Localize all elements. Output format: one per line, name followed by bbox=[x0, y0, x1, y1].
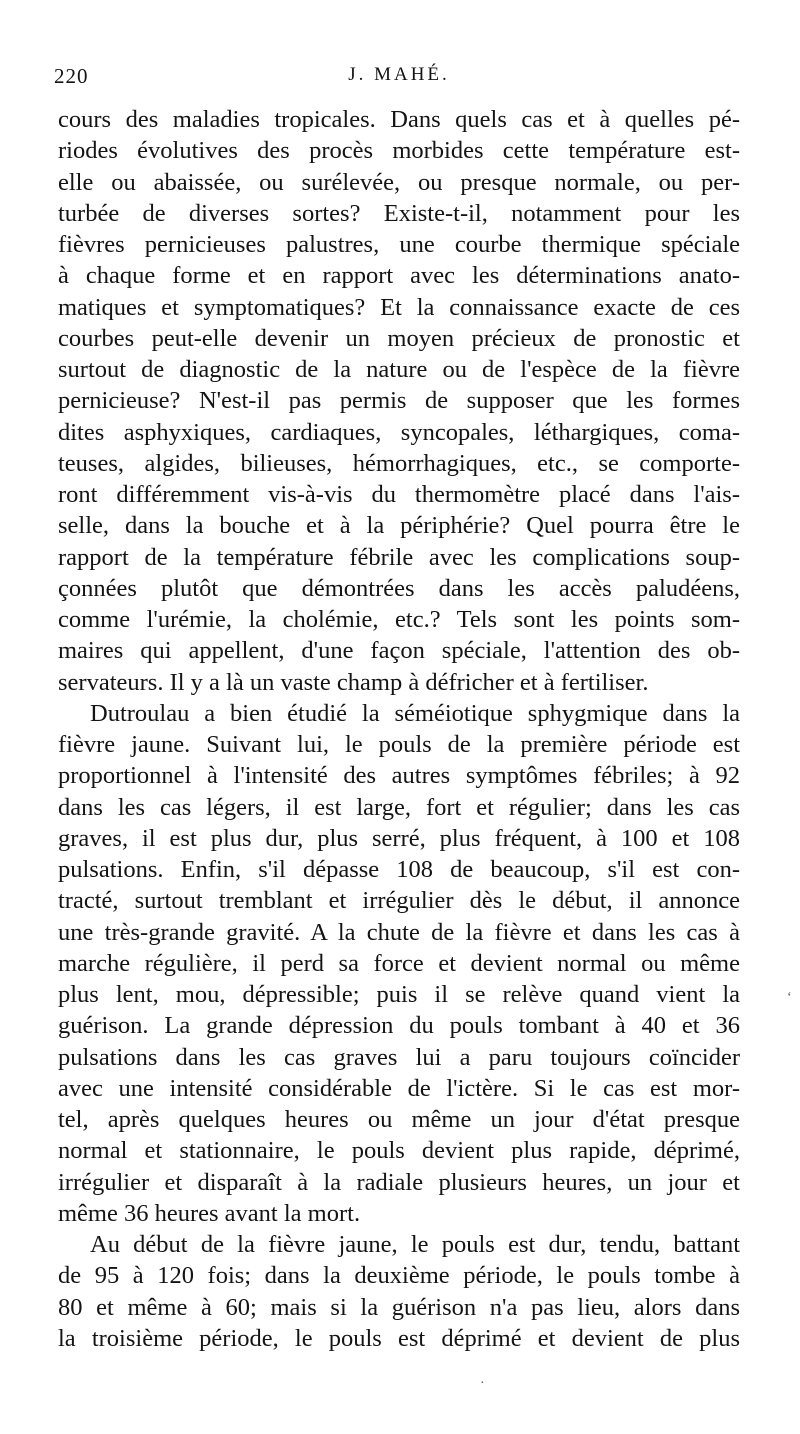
text-line: elle ou abaissée, ou surélevée, ou presque normale, ou per- bbox=[58, 168, 740, 196]
text-line: même 36 heures avant la mort. bbox=[58, 1199, 361, 1227]
text-line: proportionnel à l'intensité des autres symptômes fébriles; à 92 bbox=[58, 762, 740, 790]
running-head: J. MAHÉ. bbox=[348, 64, 450, 85]
text-line: dans les cas légers, il est large, fort et régulier; dans les cas bbox=[58, 793, 740, 821]
text-line: fièvres pernicieuses palustres, une courbe thermique spéciale bbox=[58, 231, 740, 258]
text-line: avec une intensité considérable de l'ictère. Si le cas est mor- bbox=[58, 1074, 740, 1102]
text-line: plus lent, mou, dépressible; puis il se relève quand vient la bbox=[58, 981, 740, 1008]
text-line: servateurs. Il y a là un vaste champ à défricher et à fertiliser. bbox=[58, 668, 649, 696]
text-line: comme l'urémie, la cholémie, etc.? Tels sont les points som- bbox=[58, 606, 740, 633]
text-line: 80 et même à 60; mais si la guérison n'a pas lieu, alors dans bbox=[58, 1293, 740, 1321]
text-line: Au début de la fièvre jaune, le pouls est dur, tendu, battant bbox=[90, 1231, 740, 1258]
text-line: rapport de la température fébrile avec les complications soup- bbox=[58, 543, 740, 571]
text-line: irrégulier et disparaît à la radiale plusieurs heures, un jour et bbox=[58, 1168, 740, 1196]
page-number: 220 bbox=[54, 64, 89, 88]
text-line: ront différemment vis-à-vis du thermomètre placé dans l'ais- bbox=[58, 481, 740, 508]
text-line: normal et stationnaire, le pouls devient plus rapide, déprimé, bbox=[58, 1137, 740, 1165]
text-line: turbée de diverses sortes? Existe-t-il, notamment pour les bbox=[58, 199, 740, 227]
text-line: selle, dans la bouche et à la périphérie? Quel pourra être le bbox=[58, 512, 740, 540]
text-line: courbes peut-elle devenir un moyen précieux de pronostic et bbox=[58, 324, 740, 352]
text-line: Dutroulau a bien étudié la séméiotique sphygmique dans la bbox=[90, 699, 740, 727]
text-line: à chaque forme et en rapport avec les déterminations anato- bbox=[58, 262, 740, 290]
text-line: de 95 à 120 fois; dans la deuxième période, le pouls tombe à bbox=[58, 1262, 740, 1290]
text-line: guérison. La grande dépression du pouls tombant à 40 et 36 bbox=[58, 1012, 740, 1040]
text-line: marche régulière, il perd sa force et devient normal ou même bbox=[58, 949, 740, 977]
text-line: fièvre jaune. Suivant lui, le pouls de la première période est bbox=[58, 731, 740, 758]
page-header bbox=[54, 64, 744, 94]
text-line: tracté, surtout tremblant et irrégulier dès le début, il annonce bbox=[58, 887, 740, 915]
margin-speck: ‘ bbox=[787, 990, 792, 1005]
text-line: matiques et symptomatiques? Et la connaissance exacte de ces bbox=[58, 293, 740, 321]
text-line: tel, après quelques heures ou même un jour d'état presque bbox=[58, 1106, 740, 1133]
text-line: pulsations dans les cas graves lui a paru toujours coïncider bbox=[58, 1043, 740, 1071]
text-line: graves, il est plus dur, plus serré, plus fréquent, à 100 et 108 bbox=[58, 824, 740, 852]
text-line: çonnées plutôt que démontrées dans les accès paludéens, bbox=[58, 574, 740, 602]
text-line: dites asphyxiques, cardiaques, syncopales, léthargiques, coma- bbox=[58, 418, 740, 446]
text-line: une très-grande gravité. A la chute de la fièvre et dans les cas à bbox=[58, 918, 740, 946]
text-line: surtout de diagnostic de la nature ou de l'espèce de la fièvre bbox=[58, 356, 740, 383]
text-line: maires qui appellent, d'une façon spéciale, l'attention des ob- bbox=[58, 637, 740, 665]
text-line: teuses, algides, bilieuses, hémorrhagiques, etc., se comporte- bbox=[58, 449, 740, 477]
page-speck: · bbox=[480, 1376, 485, 1391]
text-line: pernicieuse? N'est-il pas permis de supposer que les formes bbox=[58, 387, 740, 415]
text-line: cours des maladies tropicales. Dans quels cas et à quelles pé- bbox=[58, 106, 740, 133]
text-line: la troisième période, le pouls est déprimé et devient de plus bbox=[58, 1324, 740, 1352]
text-line: riodes évolutives des procès morbides cette température est- bbox=[58, 137, 740, 165]
text-line: pulsations. Enfin, s'il dépasse 108 de beaucoup, s'il est con- bbox=[58, 856, 740, 883]
body-text bbox=[58, 104, 740, 1354]
